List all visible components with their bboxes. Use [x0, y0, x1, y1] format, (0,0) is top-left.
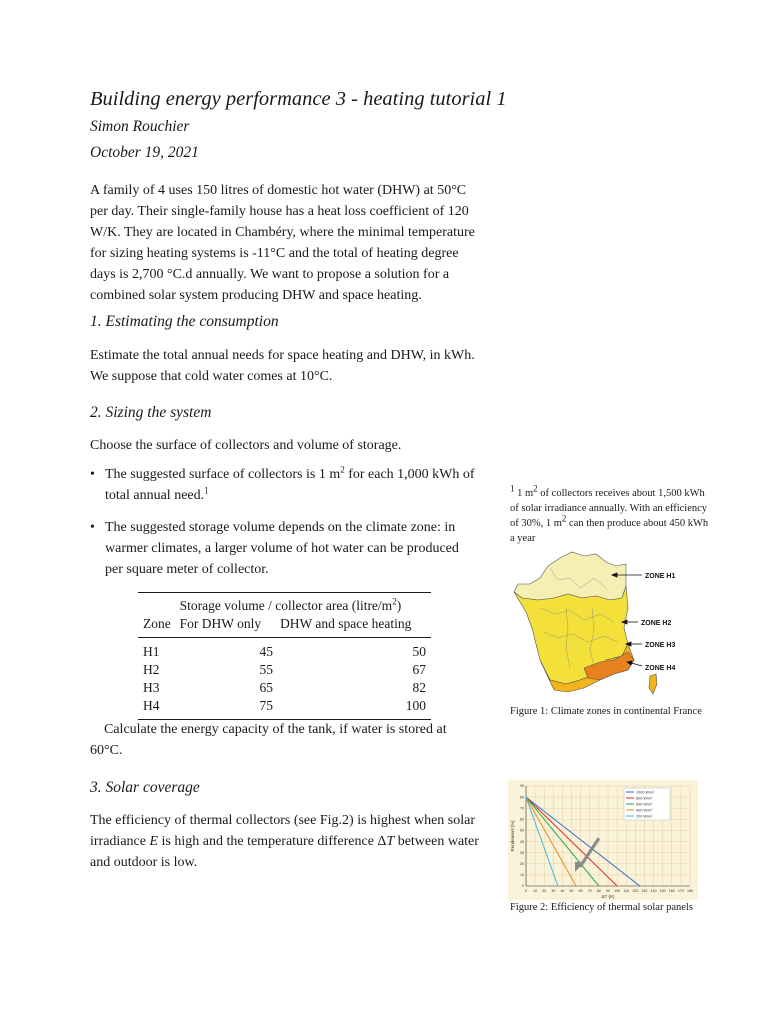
storage-volume-table: [138, 592, 431, 720]
x-tick-label: 10: [533, 889, 538, 893]
france-map-svg: [510, 548, 710, 698]
zone-h3-label: ZONE H3: [645, 642, 676, 649]
section-2-text: Choose the surface of collectors and volume of storage.: [90, 438, 402, 453]
section-2-heading: 2. Sizing the system: [90, 404, 212, 421]
sidenote: $^1$ 1 $m^2$ of collectors receives about 1,500 kWh of solar irradiance annually. With an efficiency of 30%, 1 $m^2$ can then produce about 450 kWh a year: [510, 483, 709, 544]
x-tick-label: 100: [614, 889, 621, 893]
y-tick-label: 0: [522, 884, 524, 889]
efficiency-chart: [508, 780, 698, 900]
intro-paragraph: A family of 4 uses 150 litres of domestic hot water (DHW) at 50°C per day. Their single-family house has a heat loss coefficient of 120 W/K. They are located in Chambéry, where the minimal temperature for sizing heating systems is -11°C and the total of heating degree days is 2,700 °C.d annually. We want to propose a solution for a combined solar system producing DHW and space heating.: [90, 183, 475, 303]
efficiency-chart-svg: [508, 780, 698, 900]
y-tick-label: 50: [520, 828, 524, 833]
x-tick-label: 90: [606, 889, 610, 893]
x-tick-label: 120: [632, 889, 639, 893]
table-row: H2 55 67: [143, 662, 426, 677]
legend-label: 600 W/m²: [636, 802, 653, 807]
zone-h1-area: [514, 552, 626, 600]
x-tick-label: 50: [569, 889, 574, 893]
y-tick-label: 40: [520, 839, 524, 844]
table-row: H1 45 50: [143, 644, 426, 659]
x-tick-label: 150: [659, 889, 666, 893]
legend-label: 400 W/m²: [636, 808, 653, 813]
x-tick-label: 80: [596, 889, 601, 893]
x-tick-label: 30: [551, 889, 556, 893]
after-table-text: Calculate the energy capacity of the tank, if water is stored at 60°C.: [90, 722, 447, 758]
legend-label: 800 W/m²: [636, 796, 653, 801]
x-tick-label: 70: [587, 889, 592, 893]
section-1-text: Estimate the total annual needs for space heating and DHW, in kWh. We suppose that cold water comes at 10°C.: [90, 348, 475, 384]
figure-2-caption: Figure 2: Efficiency of thermal solar panels: [510, 902, 693, 913]
x-tick-label: 60: [578, 889, 583, 893]
x-tick-label: 170: [677, 889, 684, 893]
y-tick-label: 10: [520, 873, 524, 878]
y-tick-label: 90: [520, 784, 524, 789]
y-axis-label: Rendement [%]: [510, 820, 515, 852]
table-group-header: Storage volume / collector area $(litre/m^2)$: [179, 596, 402, 613]
x-tick-label: 110: [623, 889, 630, 893]
figure-1-caption: Figure 1: Climate zones in continental France: [510, 706, 702, 717]
y-tick-label: 80: [520, 795, 524, 800]
col-both-header: DHW and space heating: [280, 616, 412, 631]
x-tick-label: 160: [668, 889, 675, 893]
section-3-text: The efficiency of thermal collectors (see Fig.2) is highest when solar irradiance E is high and the temperature difference ΔT between water and outdoor is low.: [90, 813, 479, 870]
x-tick-label: 130: [641, 889, 648, 893]
y-tick-label: 30: [520, 850, 524, 855]
y-tick-label: 70: [520, 806, 524, 811]
col-zone-header: Zone: [143, 616, 171, 631]
footnote-ref[interactable]: 1: [204, 485, 209, 496]
page-title: Building energy performance 3 - heating tutorial 1: [90, 88, 507, 110]
section-3-heading: 3. Solar coverage: [90, 779, 200, 796]
y-tick-label: 60: [520, 817, 524, 822]
x-tick-label: 40: [560, 889, 565, 893]
zone-h1-label: ZONE H1: [645, 573, 676, 580]
author: Simon Rouchier: [90, 118, 190, 135]
x-tick-label: 180: [687, 889, 693, 893]
table-row: H3 65 82: [143, 680, 426, 695]
x-tick-label: 0: [525, 889, 527, 893]
x-tick-label: 20: [542, 889, 547, 893]
corsica-area: [649, 674, 657, 694]
table-row: H4 75 100: [143, 698, 426, 713]
climate-zone-map: [510, 548, 710, 698]
y-tick-label: 20: [520, 861, 524, 866]
sizing-bullet-list: [90, 464, 475, 591]
col-dhw-header: For DHW only: [179, 616, 262, 631]
section-1-heading: 1. Estimating the consumption: [90, 313, 279, 330]
x-tick-label: 140: [650, 889, 657, 893]
legend-label: 200 W/m²: [636, 814, 653, 819]
date: October 19, 2021: [90, 144, 199, 161]
x-axis-label: ΔT (K): [601, 894, 615, 899]
zone-h2-label: ZONE H2: [641, 620, 672, 627]
zone-h4-label: ZONE H4: [645, 665, 676, 672]
bullet-storage-volume: • The suggested storage volume depends on the climate zone: in warmer climates, a larger volume of hot water can be produced per square meter of collector.: [90, 517, 475, 580]
bullet-collector-surface: • The suggested surface of collectors is 1 $m^2$ for each 1,000 kWh of total annual need.$^1$: [90, 464, 475, 506]
legend-label: 1000 W/m²: [636, 790, 655, 795]
